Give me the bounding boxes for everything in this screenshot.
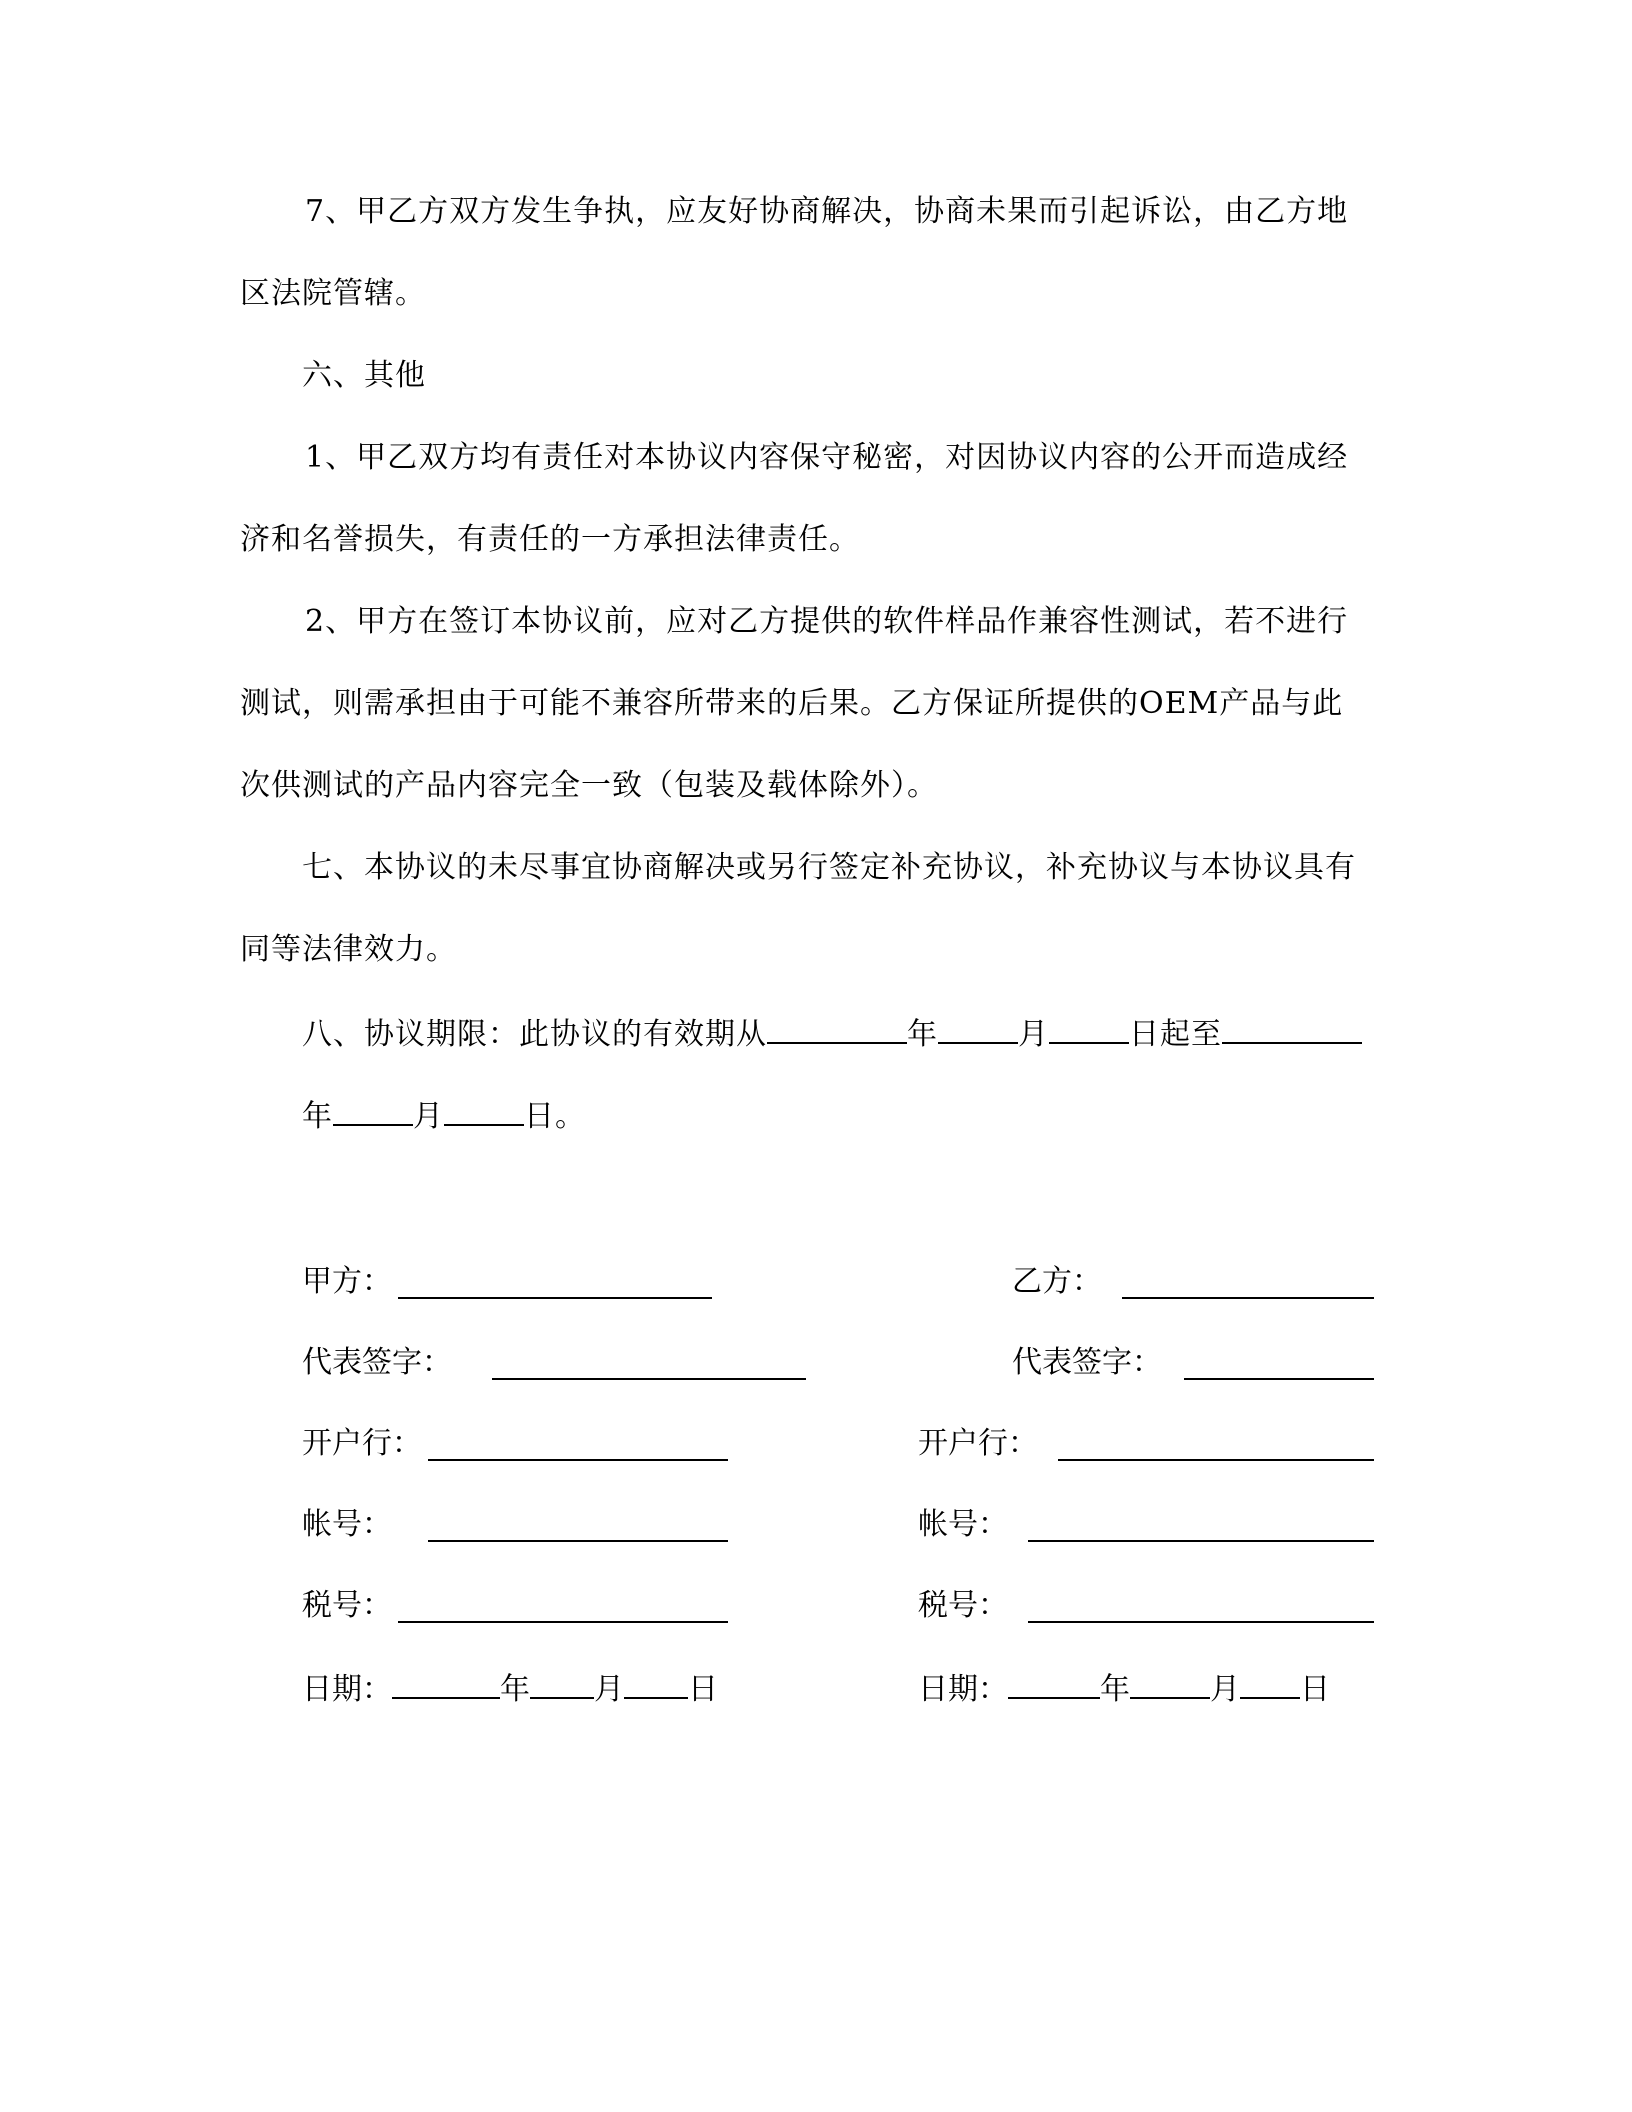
account-a-blank[interactable] xyxy=(428,1540,728,1542)
date-a-year-blank[interactable] xyxy=(392,1667,500,1699)
day-text: 日 xyxy=(1300,1672,1330,1707)
end-month-blank[interactable] xyxy=(333,1094,413,1126)
tax-a-blank[interactable] xyxy=(398,1621,728,1623)
party-a-label: 甲方： xyxy=(302,1264,392,1299)
day-from-text: 日起至 xyxy=(1129,1017,1222,1052)
party-a-blank[interactable] xyxy=(398,1297,712,1299)
start-month-blank[interactable] xyxy=(938,1012,1018,1044)
clause-6-2-line-2: 测试，则需承担由于可能不兼容所带来的后果。乙方保证所提供的OEM产品与此 xyxy=(240,686,1344,721)
party-b-blank[interactable] xyxy=(1122,1297,1374,1299)
section-six-heading: 六、其他 xyxy=(302,358,426,393)
day-end-text: 日。 xyxy=(524,1099,586,1134)
section-eight-line-2 xyxy=(302,1094,586,1137)
year-text: 年 xyxy=(907,1017,938,1052)
section-seven-line-1: 七、本协议的未尽事宜协商解决或另行签定补充协议，补充协议与本协议具有 xyxy=(302,850,1356,885)
month-text: 月 xyxy=(1210,1672,1240,1707)
month-text: 月 xyxy=(594,1672,624,1707)
clause-6-2-line-3: 次供测试的产品内容完全一致（包装及载体除外）。 xyxy=(240,768,938,803)
rep-a-label: 代表签字： xyxy=(302,1345,452,1380)
clause-7-line-2: 区法院管辖。 xyxy=(240,276,426,311)
tax-b-blank[interactable] xyxy=(1028,1621,1374,1623)
tax-a-label: 税号： xyxy=(302,1588,392,1623)
date-b-day-blank[interactable] xyxy=(1240,1667,1300,1699)
date-a-label: 日期： xyxy=(302,1672,392,1707)
start-day-blank[interactable] xyxy=(1049,1012,1129,1044)
bank-a-blank[interactable] xyxy=(428,1459,728,1461)
year-text: 年 xyxy=(1100,1672,1130,1707)
end-year-blank[interactable] xyxy=(1222,1012,1362,1044)
section-eight-line-1 xyxy=(302,1012,1362,1055)
rep-a-signature-blank[interactable] xyxy=(492,1378,806,1380)
date-b-label: 日期： xyxy=(918,1672,1008,1707)
clause-6-2-line-1: 2、甲方在签订本协议前，应对乙方提供的软件样品作兼容性测试，若不进行 xyxy=(305,604,1349,639)
date-b xyxy=(918,1667,1330,1710)
term-prefix: 八、协议期限：此协议的有效期从 xyxy=(302,1017,767,1052)
rep-b-signature-blank[interactable] xyxy=(1184,1378,1374,1380)
end-day-blank[interactable] xyxy=(444,1094,524,1126)
year-text: 年 xyxy=(302,1099,333,1134)
month-text: 月 xyxy=(1018,1017,1049,1052)
account-b-label: 帐号： xyxy=(918,1507,1008,1542)
date-a xyxy=(302,1667,718,1710)
tax-b-label: 税号： xyxy=(918,1588,1008,1623)
account-a-label: 帐号： xyxy=(302,1507,392,1542)
month-text: 月 xyxy=(413,1099,444,1134)
bank-b-label: 开户行： xyxy=(918,1426,1038,1461)
clause-6-1-line-1: 1、甲乙双方均有责任对本协议内容保守秘密，对因协议内容的公开而造成经 xyxy=(305,440,1349,475)
day-text: 日 xyxy=(688,1672,718,1707)
account-b-blank[interactable] xyxy=(1028,1540,1374,1542)
party-b-label: 乙方： xyxy=(1012,1264,1102,1299)
year-text: 年 xyxy=(500,1672,530,1707)
section-seven-line-2: 同等法律效力。 xyxy=(240,932,457,967)
date-b-month-blank[interactable] xyxy=(1130,1667,1210,1699)
clause-7-line-1: 7、甲乙方双方发生争执，应友好协商解决，协商未果而引起诉讼，由乙方地 xyxy=(305,194,1349,229)
bank-a-label: 开户行： xyxy=(302,1426,422,1461)
clause-6-1-line-2: 济和名誉损失，有责任的一方承担法律责任。 xyxy=(240,522,860,557)
date-a-day-blank[interactable] xyxy=(624,1667,688,1699)
date-b-year-blank[interactable] xyxy=(1008,1667,1100,1699)
bank-b-blank[interactable] xyxy=(1058,1459,1374,1461)
start-year-blank[interactable] xyxy=(767,1012,907,1044)
date-a-month-blank[interactable] xyxy=(530,1667,594,1699)
rep-b-label: 代表签字： xyxy=(1012,1345,1162,1380)
